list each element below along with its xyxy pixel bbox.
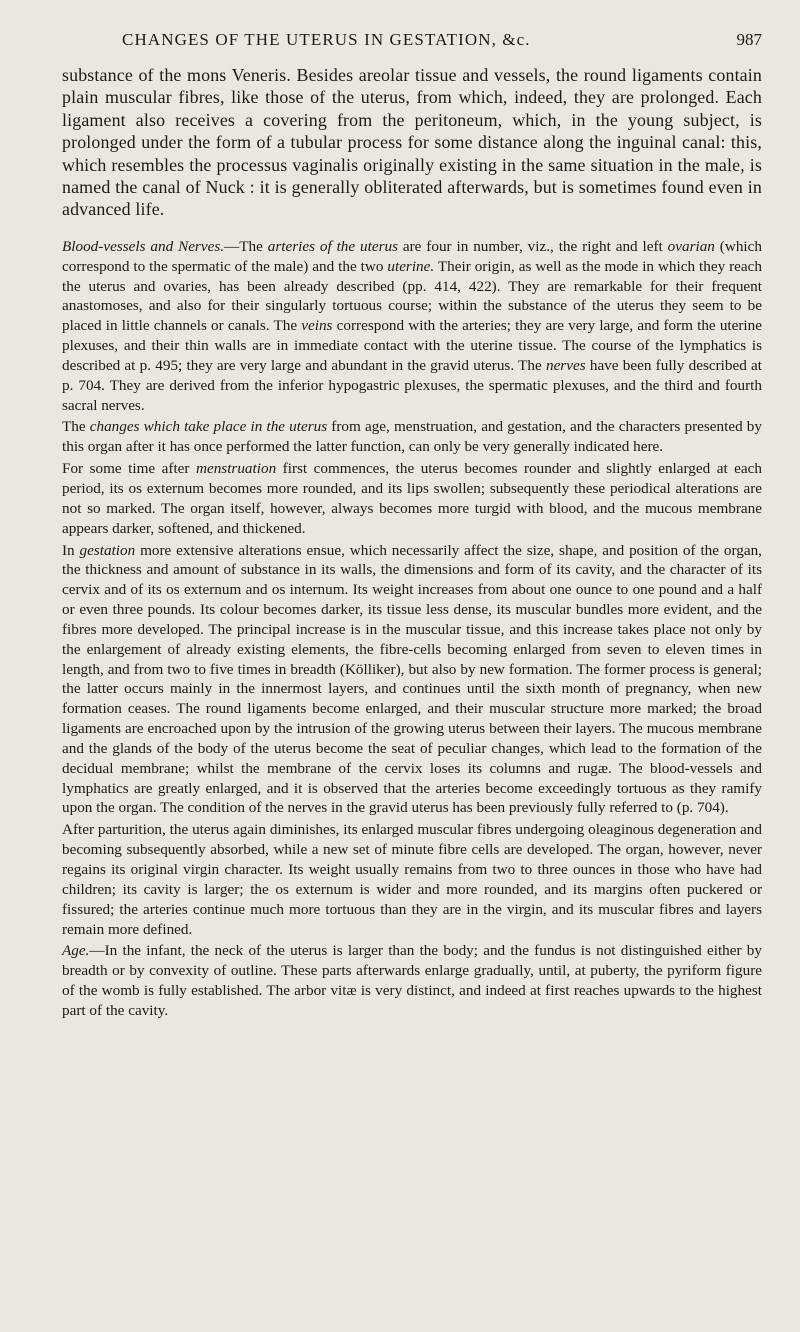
italic-term: ovarian [667,237,715,255]
running-title: CHANGES OF THE UTERUS IN GESTATION, &c. [122,30,531,49]
blood-vessels-heading: Blood-vessels and Nerves. [62,237,225,255]
running-head [122,30,762,50]
age-paragraph [62,941,762,1020]
text-run: —The [224,237,268,255]
italic-term: gestation [79,541,136,559]
italic-term: veins [301,317,333,335]
text-run: have been fully described at p. 704. They are derived from the inferior hypogastric plexuses, the spermatic plexuses, and the third and fourth sacral nerves. [62,356,762,414]
italic-term: menstruation [196,460,277,478]
text-run: from age, menstruation, and gestation, and the characters presented by this organ after it has once performed the latter function, can only be very generally indicated here. [62,418,762,456]
blood-vessels-paragraph [62,237,762,416]
italic-term: changes which take place in the uterus [89,418,328,436]
text-run: (which correspond to the spermatic of the male) and the two [62,237,762,275]
gestation-paragraph [62,541,762,819]
text-run: For some time after [62,460,196,478]
text-run: Their origin, as well as the mode in which they reach the uterus and ovaries, has been already described (pp. 414, 422). They are remarkable for their frequent anastomoses, and also for their singularly tortuous course; within the substance of the uterus they seem to be placed in little channels or canals. The [62,257,762,335]
text-run: correspond with the arteries; they are very large, and form the uterine plexuses, and their thin walls are in immediate contact with the uterine tissue. The course of the lymphatics is described at p. 495; they are very large and abundant in the gravid uterus. The [62,317,762,374]
lead-section [62,64,762,221]
page-number: 987 [736,30,762,49]
italic-term: uterine. [387,257,435,275]
text-run: are four in number, viz., the right and left [397,237,668,255]
italic-term: arteries of the uterus [267,237,398,255]
changes-paragraph [62,417,762,457]
italic-term: nerves [545,356,586,374]
text-run: —In the infant, the neck of the uterus is larger than the body; and the fundus is not distinguished either by breadth or by convexity of outline. These parts afterwards enlarge gradually, until, at puberty, the pyriform figure of the womb is fully established. The arbor vitæ is very distinct, and indeed at first reaches upwards to the highest part of the cavity. [62,942,762,1019]
body-section [62,237,762,1021]
text-run: more extensive alterations ensue, which necessarily affect the size, shape, and position of the organ, the thickness and amount of substance in its walls, the dimensions and form of its cavity, and the character of its cervix and of its os externum and os internum. Its weight increases from about one ounce to one pound and a half or even three pounds. Its colour becomes darker, its tissue less dense, its muscular bundles more evident, and the fibres more developed. The principal increase is in the muscular tissue, and this increase takes place not only by the enlargement of already existing elements, the fibre-cells becoming enlarged from seven to eleven times in length, and from two to five times in breadth (Kölliker), but also by new formation. The former process is general; the latter occurs mainly in the innermost layers, and continues until the sixth month of pregnancy, when new formation ceases. The round ligaments become enlarged, and their muscular structure more marked; the broad ligaments are encroached upon by the intrusion of the growing uterus between their layers. The mucous membrane and the glands of the body of the uterus become the seat of peculiar changes, which lead to the formation of the decidual membrane; whilst the membrane of the cervix loses its columns and rugæ. The blood-vessels and lymphatics are greatly enlarged, and it is observed that the arteries become exceedingly tortuous as they ramify upon the organ. The condition of the nerves in the gravid uterus has been previously fully referred to (p. 704). [62,541,762,817]
parturition-paragraph: After parturition, the uterus again diminishes, its enlarged muscular fibres undergoing oleaginous degeneration and becoming subsequently absorbed, while a new set of minute fibre cells are developed. The organ, however, never regains its original virgin character. Its weight usually remains from two to three ounces in those who have had children; its cavity is larger; the os externum is wider and more rounded, and its margins often puckered or fissured; the arteries continue much more tortuous than they are in the virgin, and its muscular fibres and layers remain more defined. [62,821,762,938]
text-run: The [62,418,90,436]
lead-paragraph: substance of the mons Veneris. Besides areolar tissue and vessels, the round ligaments contain plain muscular fibres, like those of the uterus, from which, indeed, they are prolonged. Each ligament also receives a covering from the peritoneum, which, in the young subject, is prolonged under the form of a tubular process for some distance along the inguinal canal: this, which resembles the processus vaginalis originally existing in the same situation in the male, is named the canal of Nuck : it is generally obliterated afterwards, but is sometimes found even in advanced life. [62,65,762,220]
text-run: In [62,541,80,559]
menstruation-paragraph [62,459,762,538]
age-heading: Age. [62,942,90,960]
text-run: first commences, the uterus becomes rounder and slightly enlarged at each period, its os externum becomes more rounded, and its lips swollen; subsequently these periodical alterations are not so marked. The organ itself, however, always becomes more turgid with blood, and the mucous membrane appears darker, softened, and thickened. [62,460,762,537]
